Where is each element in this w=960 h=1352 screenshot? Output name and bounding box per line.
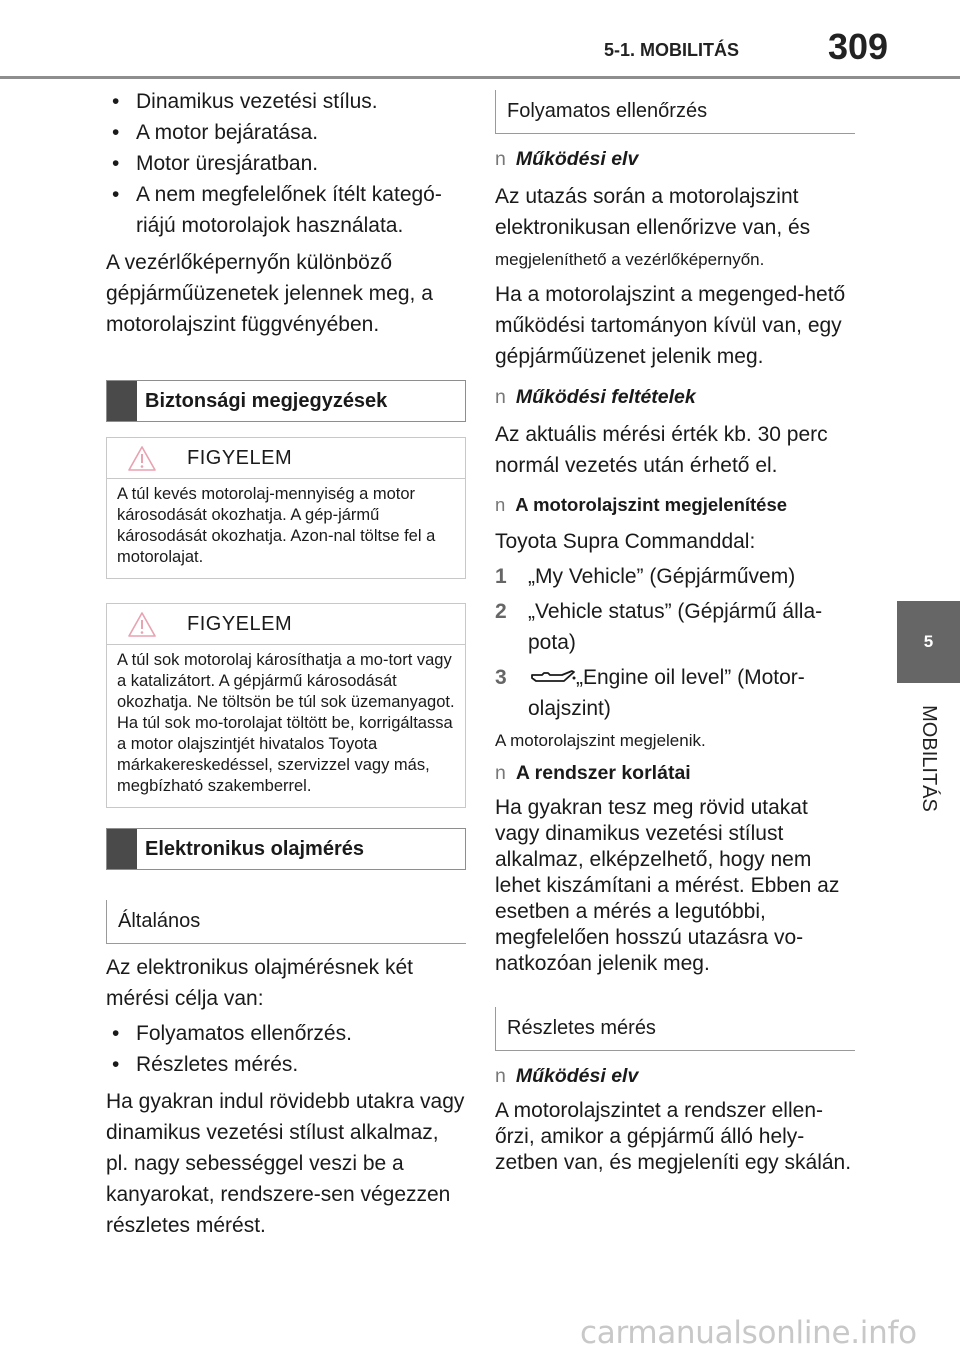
topic-heading <box>495 1061 855 1092</box>
list-item-line: riájú motorolajok használata. <box>136 214 404 237</box>
watermark: carmanualsonline.info <box>580 1315 917 1351</box>
topic-heading-text: Működési elv <box>515 1065 639 1087</box>
topic-heading-text: Működési elv <box>515 148 639 170</box>
paragraph: Ha gyakran tesz meg rövid utakat vagy dinamikus vezetési stílust alkalmaz, elképzelhető, hogy nem lehet kiszámítani a mérést. Ebben az esetben a mérés a legutóbbi, megfelelően hosszú utazásra vo-natkozóan jelenik meg. <box>495 796 840 975</box>
bullet-marker: n <box>495 494 506 515</box>
warning-box <box>106 603 466 808</box>
topic-heading <box>495 758 855 789</box>
warning-title: FIGYELEM <box>187 446 293 469</box>
section-title: 5-1. MOBILITÁS <box>604 40 740 60</box>
section-heading-text: Elektronikus olajmérés <box>145 837 364 860</box>
subsection-heading <box>495 1007 855 1051</box>
right-column <box>495 90 855 1176</box>
header-divider <box>0 76 960 79</box>
step-item <box>495 596 855 658</box>
section-heading-bar <box>107 381 137 421</box>
paragraph: Az elektronikus olajmérésnek két mérési célja van: <box>106 956 413 1010</box>
warning-header <box>107 438 465 479</box>
list-item <box>106 179 466 241</box>
step-number: 2 <box>495 600 507 623</box>
subsection-heading-text: Folyamatos ellenőrzés <box>507 100 708 122</box>
bullet-marker: n <box>495 1065 506 1087</box>
paragraph: A motorolajszintet a rendszer ellen-őrzi, amikor a gépjármű álló hely-zetben van, és megjeleníti egy skálán. <box>495 1099 852 1174</box>
list-item: • Motor üresjáratban. <box>106 148 466 179</box>
paragraph: Az utazás során a motorolajszint elektronikusan ellenőrizve van, és <box>495 185 811 239</box>
bullet-marker: n <box>495 148 506 170</box>
paragraph: Ha gyakran indul rövidebb utakra vagy dinamikus vezetési stílust alkalmaz, pl. nagy sebességgel veszi be a kanyarokat, rendszere-sen végezzen részletes mérést. <box>106 1090 465 1237</box>
topic-heading-text: A rendszer korlátai <box>515 762 691 784</box>
warning-text: A túl kevés motorolaj-mennyiség a motor károsodását okozhatja. A gép-jármű károsodását okozhatja. Azon-nal töltse fel a motorolajat. <box>117 485 436 566</box>
step-item <box>495 561 855 592</box>
topic-heading <box>495 382 855 413</box>
list-item: • A motor bejáratása. <box>106 117 466 148</box>
bullet-marker: n <box>495 386 506 408</box>
warning-triangle-icon <box>127 445 157 472</box>
topic-heading <box>495 489 855 520</box>
step-text: „Engine oil level” (Motor-olajszint) <box>528 666 805 720</box>
subsection-heading-text: Részletes mérés <box>507 1017 656 1039</box>
step-text: „My Vehicle” (Gépjárművem) <box>528 565 796 588</box>
step-number: 3 <box>495 666 507 689</box>
oil-can-icon <box>528 667 576 687</box>
paragraph: A motorolajszint megjelenik. <box>495 731 706 750</box>
list-item-line: • A nem megfelelőnek ítélt kategó- <box>136 183 442 206</box>
subsection-heading <box>106 900 466 944</box>
chapter-tab <box>897 683 960 833</box>
list-item: • Részletes mérés. <box>106 1049 466 1080</box>
topic-heading-text: A motorolajszint megjelenítése <box>515 494 788 515</box>
section-heading <box>106 380 466 422</box>
warning-text: A túl sok motorolaj károsíthatja a mo-tort vagy a katalizátort. A gépjármű károsodását okozhatja. Ne töltsön be túl sok üzemanyagot. Ha túl sok mo-torolajat töltött be, korrigáltassa a motor olajszintjét hivatalos Toyota márkakereskedéssel, szervizzel vagy más, megbízható szakemberrel. <box>117 651 455 795</box>
subsection-heading-text: Általános <box>118 910 201 932</box>
section-heading-bar <box>107 829 137 869</box>
chapter-tab-label: MOBILITÁS <box>918 704 941 812</box>
section-heading-text: Biztonsági megjegyzések <box>145 389 388 412</box>
warning-title: FIGYELEM <box>187 612 293 635</box>
paragraph: megjeleníthető a vezérlőképernyőn. <box>495 250 765 269</box>
paragraph: Az aktuális mérési érték kb. 30 perc normál vezetés után érhető el. <box>495 423 828 477</box>
warning-triangle-icon <box>127 611 157 638</box>
list-item: • Folyamatos ellenőrzés. <box>106 1018 466 1049</box>
paragraph: Toyota Supra Commanddal: <box>495 530 756 553</box>
paragraph: Ha a motorolajszint a megenged-hető működési tartományon kívül van, egy gépjárműüzenet jelenik meg. <box>495 283 846 368</box>
chapter-tab-number: 5 <box>897 601 960 683</box>
subsection-heading <box>495 90 855 134</box>
page-number: 309 <box>828 26 889 67</box>
warning-header <box>107 604 465 645</box>
warning-box <box>106 437 466 579</box>
topic-heading <box>495 144 855 175</box>
left-column <box>106 86 466 1241</box>
step-item <box>495 662 855 724</box>
intro-paragraph: A vezérlőképernyőn különböző gépjárműüzenetek jelennek meg, a motorolajszint függvényében. <box>106 251 433 336</box>
section-heading <box>106 828 466 870</box>
list-item: • Dinamikus vezetési stílus. <box>106 86 466 117</box>
topic-heading-text: Működési feltételek <box>515 386 696 408</box>
step-text: „Vehicle status” (Gépjármű álla-pota) <box>528 600 823 654</box>
bullet-marker: n <box>495 762 506 784</box>
step-number: 1 <box>495 565 507 588</box>
